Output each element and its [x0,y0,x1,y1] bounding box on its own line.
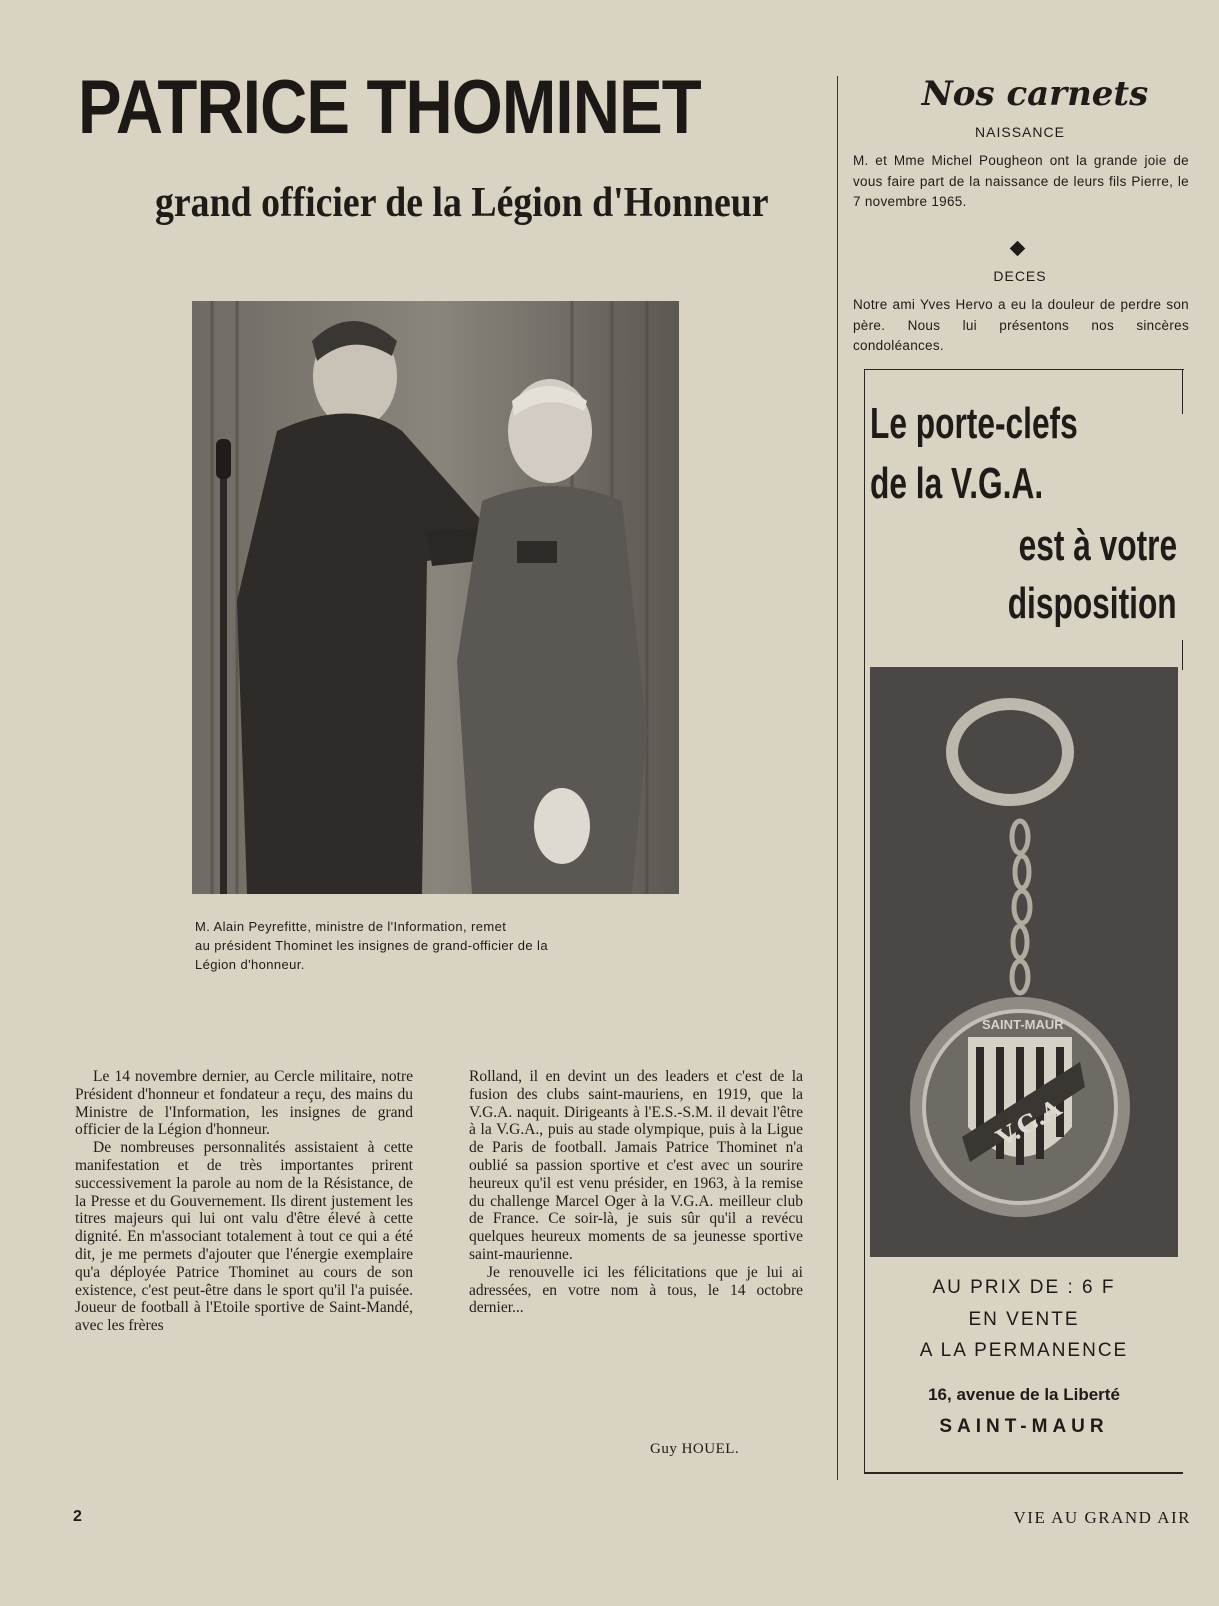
keychain-photo [870,667,1178,1257]
birth-text: M. et Mme Michel Pougheon ont la grande joie de vous faire part de la naissance de leurs fils Pierre, le 7 novembre 1965. [853,153,1189,209]
page-number: 2 [73,1508,82,1525]
advert-sale-1: EN VENTE [968,1309,1080,1330]
advert-line-3: est à votre [1018,521,1177,570]
article-subtitle: grand officier de la Légion d'Honneur [155,180,769,226]
medal-initials: V.G.A [991,1092,1067,1153]
caption-line-2: au président Thominet les insignes de grand-officier de la [195,938,548,953]
article-paragraph: Le 14 novembre dernier, au Cercle militaire, notre Président d'honneur et fondateur a reçu, des mains du Ministre de l'Information, les insignes de grand officier de la Légion d'honneur. [75,1068,413,1139]
death-heading: DECES [993,268,1047,284]
photo-caption [195,917,685,974]
advert-line-1: Le porte-clefs [870,399,1078,448]
article-column-2 [469,1068,803,1317]
caption-line-1: M. Alain Peyrefitte, ministre de l'Information, remet [195,919,507,934]
advert-line-4: disposition [1008,579,1177,628]
article-paragraph: Je renouvelle ici les félicitations que je lui ai adressées, en votre nom à tous, le 14 octobre dernier... [469,1263,803,1317]
birth-heading: NAISSANCE [975,124,1065,140]
death-text: Notre ami Yves Hervo a eu la douleur de perdre son père. Nous lui présentons nos sincères condoléances. [853,297,1189,353]
ceremony-photo [192,301,679,894]
magazine-name: VIE AU GRAND AIR [1013,1508,1191,1527]
advert-sale-2: A LA PERMANENCE [919,1340,1129,1361]
column-divider [837,76,838,1480]
caption-line-3: Légion d'honneur. [195,957,305,972]
advert-line-2: de la V.G.A. [870,459,1044,508]
article-column-1 [75,1068,413,1335]
diamond-separator-icon [1010,241,1026,257]
advert-city: SAINT-MAUR [939,1416,1109,1437]
advert-address: 16, avenue de la Liberté [928,1385,1120,1404]
article-paragraph: De nombreuses personnalités assistaient à cette manifestation et de très importantes prirent successivement la parole au nom de la Résistance, de la Presse et du Gouvernement. Ils dirent justement les titres majeurs qui lui ont valu d'être élevé à cette dignité. En m'associant totalement à tout ce qui a été dit, je me permets d'ajouter que l'énergie exemplaire qu'a déployée Patrice Thominet au cours de son existence, c'est peut-être dans le sport qu'il l'a puisée. Joueur de football à l'Etoile sportive de Saint-Mandé, avec les frères [75,1139,413,1335]
advert-price: AU PRIX DE : 6 F [932,1277,1116,1298]
article-signature: Guy HOUEL. [650,1441,740,1457]
medal-top-text: SAINT-MAUR [982,1017,1064,1032]
carnets-title: Nos carnets [921,74,1149,114]
article-paragraph: Rolland, il en devint un des leaders et c'est de la fusion des clubs saint-mauriens, en 1919, que la V.G.A. naquit. Dirigeants à l'E.S.-S.M. il devait l'être à la V.G.A., puis au stade olympique, puis à la Ligue de Paris de football. Jamais Patrice Thominet n'a oublié sa passion sportive et c'est avec un sourire heureux qu'il est venu présider, en 1963, à la remise du challenge Marcel Oger à la V.G.A. meilleur club de France. Ce soir-là, je suis sûr qu'il a revécu quelques heureux moments de sa jeunesse sportive saint-maurienne. [469,1068,803,1263]
article-title: PATRICE THOMINET [78,65,701,150]
